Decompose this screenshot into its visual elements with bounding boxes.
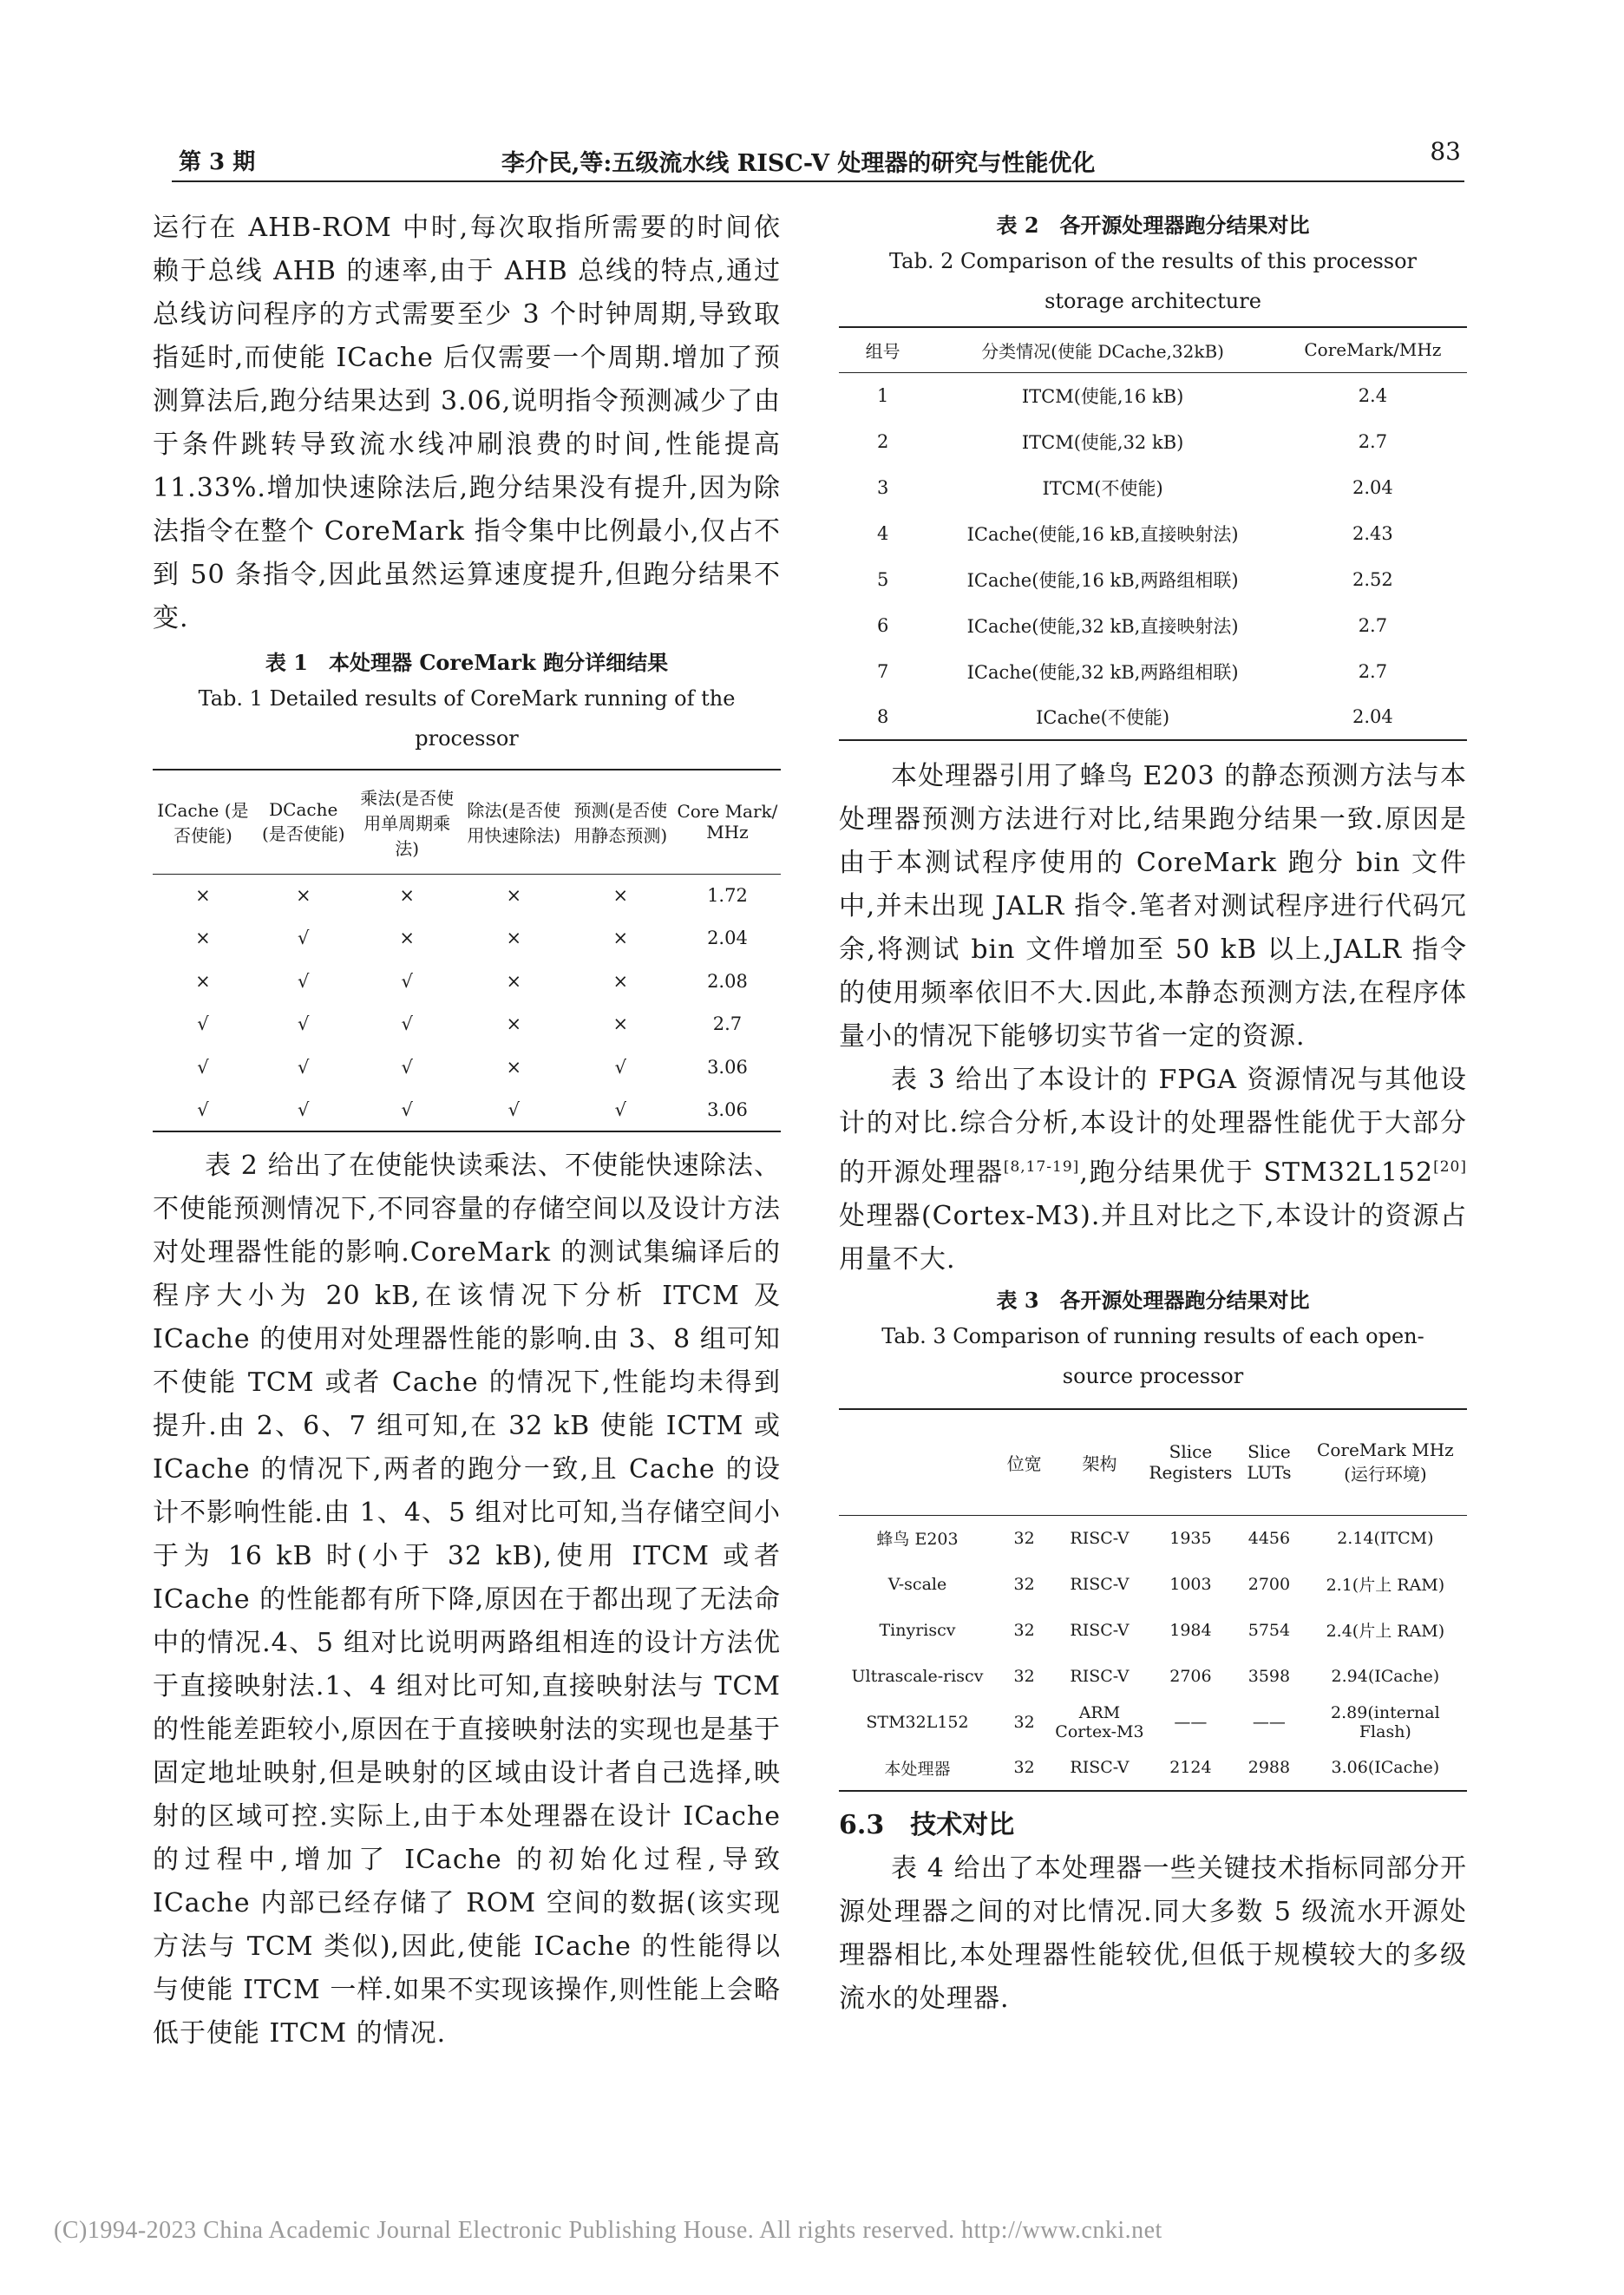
table-cell: ARM Cortex-M3 bbox=[1055, 1702, 1144, 1741]
table3-header: Slice Registers bbox=[1149, 1441, 1233, 1484]
left-column bbox=[153, 207, 781, 2056]
table1-header-row bbox=[153, 770, 781, 874]
table1-caption-cn: 表 1 本处理器 CoreMark 跑分详细结果 bbox=[265, 650, 669, 675]
table-cell: √ bbox=[197, 1098, 209, 1120]
table3-header: 架构 bbox=[1082, 1452, 1117, 1474]
table-cell: √ bbox=[401, 1056, 413, 1078]
table-cell: 5 bbox=[876, 568, 889, 590]
table-cell: 7 bbox=[876, 660, 889, 682]
table-cell: × bbox=[506, 970, 522, 992]
table-row bbox=[839, 464, 1467, 510]
table-cell: 2.7 bbox=[712, 1013, 743, 1035]
right-para-2-text-b: ,跑分结果优于 STM32L152 bbox=[1079, 1157, 1434, 1188]
table-cell: 2.04 bbox=[1352, 706, 1393, 727]
table1-header: 预测(是否使用静态预测) bbox=[573, 800, 668, 847]
running-title: 李介民,等:五级流水线 RISC-V 处理器的研究与性能优化 bbox=[501, 150, 1096, 177]
table-cell: 32 bbox=[1013, 1620, 1035, 1640]
table-cell: 2.08 bbox=[707, 970, 748, 992]
table-cell: 32 bbox=[1013, 1666, 1035, 1686]
table-cell: √ bbox=[197, 1013, 209, 1035]
table3 bbox=[839, 1408, 1467, 1792]
table-row bbox=[839, 510, 1467, 556]
table-cell: STM32L152 bbox=[866, 1712, 969, 1732]
table-row bbox=[839, 1745, 1467, 1791]
issue-label: 第 3 期 bbox=[179, 149, 256, 175]
table-cell: Tinyriscv bbox=[879, 1620, 956, 1640]
table-cell: 1935 bbox=[1169, 1528, 1212, 1548]
table1-header: 除法(是否使用快速除法) bbox=[467, 800, 561, 847]
running-header bbox=[172, 137, 1464, 182]
table-cell: 2124 bbox=[1169, 1758, 1212, 1777]
table-row bbox=[153, 1046, 781, 1089]
table-cell: ICache(不使能) bbox=[1036, 707, 1170, 728]
table-cell: 2 bbox=[876, 430, 889, 452]
table1-header: Core Mark/ MHz bbox=[677, 801, 778, 843]
table1-header: 乘法(是否使用单周期乘法) bbox=[360, 787, 455, 859]
table-cell: Ultrascale-riscv bbox=[851, 1666, 984, 1686]
table2-header: 分类情况(使能 DCache,32kB) bbox=[981, 340, 1224, 362]
table-row bbox=[153, 917, 781, 961]
table-cell: 2.04 bbox=[1352, 476, 1393, 498]
table-cell: ICache(使能,16 kB,两路组相联) bbox=[966, 569, 1239, 591]
table-cell: ICache(使能,32 kB,两路组相联) bbox=[966, 661, 1239, 683]
right-para-2 bbox=[839, 1059, 1467, 1282]
right-column bbox=[839, 207, 1467, 2021]
table3-header: 位宽 bbox=[1006, 1452, 1042, 1474]
table-cell: 3.06 bbox=[707, 1098, 748, 1120]
table-row bbox=[839, 1653, 1467, 1699]
table1-body bbox=[153, 874, 781, 1131]
table1-header: DCache (是否使能) bbox=[261, 798, 345, 844]
table-cell: √ bbox=[197, 1056, 209, 1078]
table-cell: 2.4 bbox=[1358, 384, 1388, 406]
table-cell: × bbox=[612, 1013, 629, 1035]
table-cell: 2.1(片上 RAM) bbox=[1326, 1576, 1445, 1595]
table-cell: √ bbox=[298, 970, 310, 992]
table-cell: RISC-V bbox=[1070, 1758, 1130, 1777]
table-cell: 3598 bbox=[1247, 1666, 1291, 1686]
table-cell: 3 bbox=[876, 476, 889, 498]
table-cell: —— bbox=[1252, 1712, 1286, 1732]
table2 bbox=[839, 326, 1467, 741]
table-cell: × bbox=[506, 1013, 522, 1035]
table3-body bbox=[839, 1515, 1467, 1791]
table3-header: CoreMark MHz (运行环境) bbox=[1317, 1439, 1454, 1485]
table2-caption-cn: 表 2 各开源处理器跑分结果对比 bbox=[996, 213, 1310, 238]
table-row bbox=[839, 602, 1467, 648]
table-cell: 1 bbox=[876, 384, 889, 406]
table-cell: ITCM(使能,16 kB) bbox=[1021, 385, 1184, 407]
table-cell: × bbox=[195, 885, 211, 906]
table2-caption-en: Tab. 2 Comparison of the results of this processor storage architecture bbox=[889, 249, 1417, 313]
table-cell: 4456 bbox=[1247, 1528, 1291, 1548]
table-row bbox=[839, 372, 1467, 418]
table-cell: ITCM(使能,32 kB) bbox=[1021, 431, 1184, 453]
table-row bbox=[839, 556, 1467, 602]
table-cell: 2.7 bbox=[1358, 614, 1388, 636]
table-row bbox=[839, 694, 1467, 740]
table-cell: √ bbox=[298, 1056, 310, 1078]
table-row bbox=[839, 1607, 1467, 1653]
right-para-3: 表 4 给出了本处理器一些关键技术指标同部分开源处理器之间的对比情况.同大多数 5 级流水开源处理器相比,本处理器性能较优,但低于规模较大的多级流水的处理器. bbox=[839, 1853, 1467, 2014]
table3-caption-cn: 表 3 各开源处理器跑分结果对比 bbox=[996, 1288, 1310, 1313]
table-cell: √ bbox=[401, 1098, 413, 1120]
table-cell: 1.72 bbox=[707, 885, 748, 906]
table-cell: 3.06 bbox=[707, 1056, 748, 1078]
table-cell: 2.4(片上 RAM) bbox=[1326, 1622, 1445, 1641]
table-row bbox=[839, 648, 1467, 694]
table-cell: 1984 bbox=[1169, 1620, 1212, 1640]
table-cell: × bbox=[506, 1056, 522, 1078]
table-cell: V-scale bbox=[887, 1574, 947, 1594]
table2-header-row bbox=[839, 327, 1467, 372]
table-cell: 2.7 bbox=[1358, 660, 1388, 682]
table-cell: × bbox=[195, 970, 211, 992]
table2-body bbox=[839, 372, 1467, 740]
table-cell: 2.52 bbox=[1352, 568, 1393, 590]
table1 bbox=[153, 769, 781, 1132]
table-cell: 2.04 bbox=[707, 928, 748, 949]
copyright-footer: (C)1994-2023 China Academic Journal Electronic Publishing House. All rights reserved. http://www.cnki.net bbox=[54, 2217, 1162, 2244]
table-cell: 2706 bbox=[1169, 1666, 1212, 1686]
table-cell: 3.06(ICache) bbox=[1331, 1758, 1440, 1777]
table3-caption bbox=[839, 1285, 1467, 1396]
table-row bbox=[839, 1561, 1467, 1607]
table-row bbox=[839, 1515, 1467, 1561]
table-cell: ITCM(不使能) bbox=[1042, 477, 1163, 499]
table1-header: ICache (是否使能) bbox=[157, 800, 249, 847]
table-row bbox=[153, 1003, 781, 1046]
right-para-1: 本处理器引用了蜂鸟 E203 的静态预测方法与本处理器预测方法进行对比,结果跑分结果一致.原因是由于本测试程序使用的 CoreMark 跑分 bin 文件中,并未出现 JALR 指令.笔者对测试程序进行代码冗余,将测试 bin 文件增加至 50 kB 以上,JALR 指令的使用频率依旧不大.因此,本静态预测方法,在程序体量小的情况下能够切实节省一定的资源. bbox=[839, 761, 1467, 1052]
table-cell: 2988 bbox=[1247, 1758, 1291, 1777]
table-cell: 蜂鸟 E203 bbox=[876, 1530, 959, 1550]
table-cell: RISC-V bbox=[1070, 1666, 1130, 1686]
table-cell: × bbox=[612, 885, 629, 906]
table-cell: √ bbox=[298, 928, 310, 949]
table-cell: 2.94(ICache) bbox=[1331, 1666, 1440, 1686]
table-cell: 32 bbox=[1013, 1712, 1035, 1732]
table-cell: √ bbox=[614, 1056, 627, 1078]
table-cell: 2.89(internal Flash) bbox=[1331, 1702, 1440, 1741]
table-cell: × bbox=[399, 885, 415, 906]
table3-header-row bbox=[839, 1409, 1467, 1515]
table3-caption-en: Tab. 3 Comparison of running results of each open-source processor bbox=[881, 1324, 1424, 1388]
table1-caption bbox=[153, 647, 781, 758]
citation-ref: [8,17-19] bbox=[1003, 1158, 1080, 1176]
table-cell: ICache(使能,32 kB,直接映射法) bbox=[966, 615, 1239, 637]
right-para-2-text-c: 处理器(Cortex-M3).并且对比之下,本设计的资源占用量不大. bbox=[839, 1201, 1467, 1275]
table-cell: √ bbox=[401, 970, 413, 992]
table-cell: √ bbox=[614, 1098, 627, 1120]
table-cell: √ bbox=[298, 1098, 310, 1120]
table-row bbox=[153, 874, 781, 917]
table-cell: 2.7 bbox=[1358, 430, 1388, 452]
table-cell: RISC-V bbox=[1070, 1528, 1130, 1548]
table2-header: 组号 bbox=[865, 340, 900, 362]
table-cell: √ bbox=[401, 1013, 413, 1035]
table-cell: 6 bbox=[876, 614, 889, 636]
table-cell: × bbox=[506, 928, 522, 949]
table-cell: √ bbox=[508, 1098, 520, 1120]
section-heading: 6.3 技术对比 bbox=[839, 1810, 1015, 1840]
table-row bbox=[153, 1089, 781, 1132]
table-cell: 本处理器 bbox=[884, 1759, 951, 1779]
left-para-1: 运行在 AHB-ROM 中时,每次取指所需要的时间依赖于总线 AHB 的速率,由于 AHB 总线的特点,通过总线访问程序的方式需要至少 3 个时钟周期,导致取指延时,而使能 ICache 后仅需要一个周期.增加了预测算法后,跑分结果达到 3.06,说明指令预测减少了由于条件跳转导致流水线冲刷浪费的时间,性能提高 11.33%.增加快速除法后,跑分结果没有提升,因为除法指令在整个 CoreMark 指令集中比例最小,仅占不到 50 条指令,因此虽然运算速度提升,但跑分结果不变. bbox=[153, 213, 781, 633]
table-cell: 4 bbox=[876, 522, 889, 544]
page-number: 83 bbox=[1430, 137, 1461, 166]
table-cell: × bbox=[612, 970, 629, 992]
table-cell: 2.43 bbox=[1352, 522, 1393, 544]
table-cell: × bbox=[612, 928, 629, 949]
table-cell: 32 bbox=[1013, 1528, 1035, 1548]
table-cell: 8 bbox=[876, 706, 889, 727]
table2-header: CoreMark/MHz bbox=[1304, 339, 1442, 361]
right-para-2-text-a: 表 3 给出了本设计的 FPGA 资源情况与其他设计的对比.综合分析,本设计的处理器性能优于大部分的开源处理器 bbox=[839, 1065, 1467, 1188]
table2-caption bbox=[839, 210, 1467, 321]
table-cell: × bbox=[506, 885, 522, 906]
table-cell: × bbox=[195, 928, 211, 949]
table-cell: RISC-V bbox=[1070, 1574, 1130, 1594]
table-row bbox=[839, 418, 1467, 464]
table3-header: Slice LUTs bbox=[1247, 1441, 1292, 1484]
table1-caption-en: Tab. 1 Detailed results of CoreMark running of the processor bbox=[198, 686, 736, 751]
table-row bbox=[839, 1699, 1467, 1745]
table-cell: RISC-V bbox=[1070, 1620, 1130, 1640]
table-cell: √ bbox=[298, 1013, 310, 1035]
table-row bbox=[153, 960, 781, 1003]
table-cell: 32 bbox=[1013, 1574, 1035, 1594]
table-cell: × bbox=[295, 885, 311, 906]
table-cell: ICache(使能,16 kB,直接映射法) bbox=[966, 523, 1239, 545]
table3-header bbox=[839, 1409, 996, 1515]
table-cell: 2700 bbox=[1247, 1574, 1291, 1594]
table-cell: 32 bbox=[1013, 1758, 1035, 1777]
table-cell: × bbox=[399, 928, 415, 949]
citation-ref: [20] bbox=[1433, 1158, 1467, 1176]
table-cell: —— bbox=[1174, 1712, 1208, 1732]
table-cell: 1003 bbox=[1169, 1574, 1212, 1594]
left-para-2: 表 2 给出了在使能快读乘法、不使能快速除法、不使能预测情况下,不同容量的存储空间以及设计方法对处理器性能的影响.CoreMark 的测试集编译后的程序大小为 20 kB,在该情况下分析 ITCM 及 ICache 的使用对处理器性能的影响.由 3、8 组可知不使能 TCM 或者 Cache 的情况下,性能均未得到提升.由 2、6、7 组可知,在 32 kB 使能 ICTM 或 ICache 的情况下,两者的跑分一致,且 Cache 的设计不影响性能.由 1、4、5 组对比可知,当存储空间小于为 16 kB 时(小于 32 kB),使用 ITCM 或者 ICache 的性能都有所下降,原因在于都出现了无法命中的情况.4、5 组对比说明两路组相连的设计方法优于直接映射法.1、4 组对比可知,直接映射法与 TCM 的性能差距较小,原因在于直接映射法的实现也是基于固定地址映射,但是映射的区域由设计者自己选择,映射的区域可控.实际上,由于本处理器在设计 ICache 的过程中,增加了 ICache 的初始化过程,导致 ICache 内部已经存储了 ROM 空间的数据(该实现方法与 TCM 类似),因此,使能 ICache 的性能得以与使能 ITCM 一样.如果不实现该操作,则性能上会略低于使能 ITCM 的情况. bbox=[153, 1151, 781, 2049]
table-cell: 2.14(ITCM) bbox=[1337, 1528, 1434, 1548]
table-cell: 5754 bbox=[1247, 1620, 1291, 1640]
